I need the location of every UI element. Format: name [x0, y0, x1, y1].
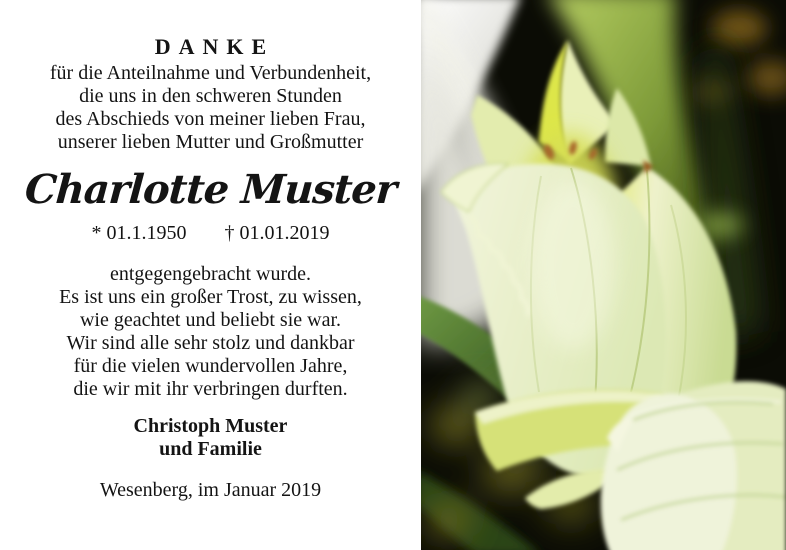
- intro-paragraph: [0, 62, 421, 154]
- place-date-line: Wesenberg, im Januar 2019: [99, 479, 322, 501]
- body-line-5: für die vielen wundervollen Jahre,: [73, 355, 348, 377]
- signature-line-1: Christoph Muster: [133, 415, 288, 437]
- lily-photo: [421, 0, 786, 550]
- heading-danke: DANKE: [154, 34, 275, 59]
- photo-panel: [421, 0, 786, 550]
- body-line-1: entgegengebracht wurde.: [109, 263, 311, 285]
- signature-block: [0, 415, 421, 461]
- birth-date: * 01.1.1950: [91, 222, 187, 244]
- body-line-2: Es ist uns ein großer Trost, zu wissen,: [59, 286, 362, 308]
- death-date: † 01.01.2019: [224, 222, 330, 244]
- body-paragraph: [0, 263, 421, 401]
- intro-line-2: die uns in den schweren Stunden: [79, 85, 342, 107]
- intro-line-4: unserer lieben Mutter und Großmutter: [57, 131, 364, 153]
- intro-line-1: für die Anteilnahme und Verbundenheit,: [49, 62, 372, 84]
- intro-line-3: des Abschieds von meiner lieben Frau,: [55, 108, 366, 130]
- body-line-6: die wir mit ihr verbringen durften.: [73, 378, 348, 400]
- life-dates: [0, 222, 421, 245]
- body-line-4: Wir sind alle sehr stolz und dankbar: [66, 332, 355, 354]
- body-line-3: wie geachtet und beliebt sie war.: [79, 309, 341, 331]
- deceased-name: Charlotte Muster: [23, 166, 398, 213]
- signature-line-2: und Familie: [159, 438, 262, 460]
